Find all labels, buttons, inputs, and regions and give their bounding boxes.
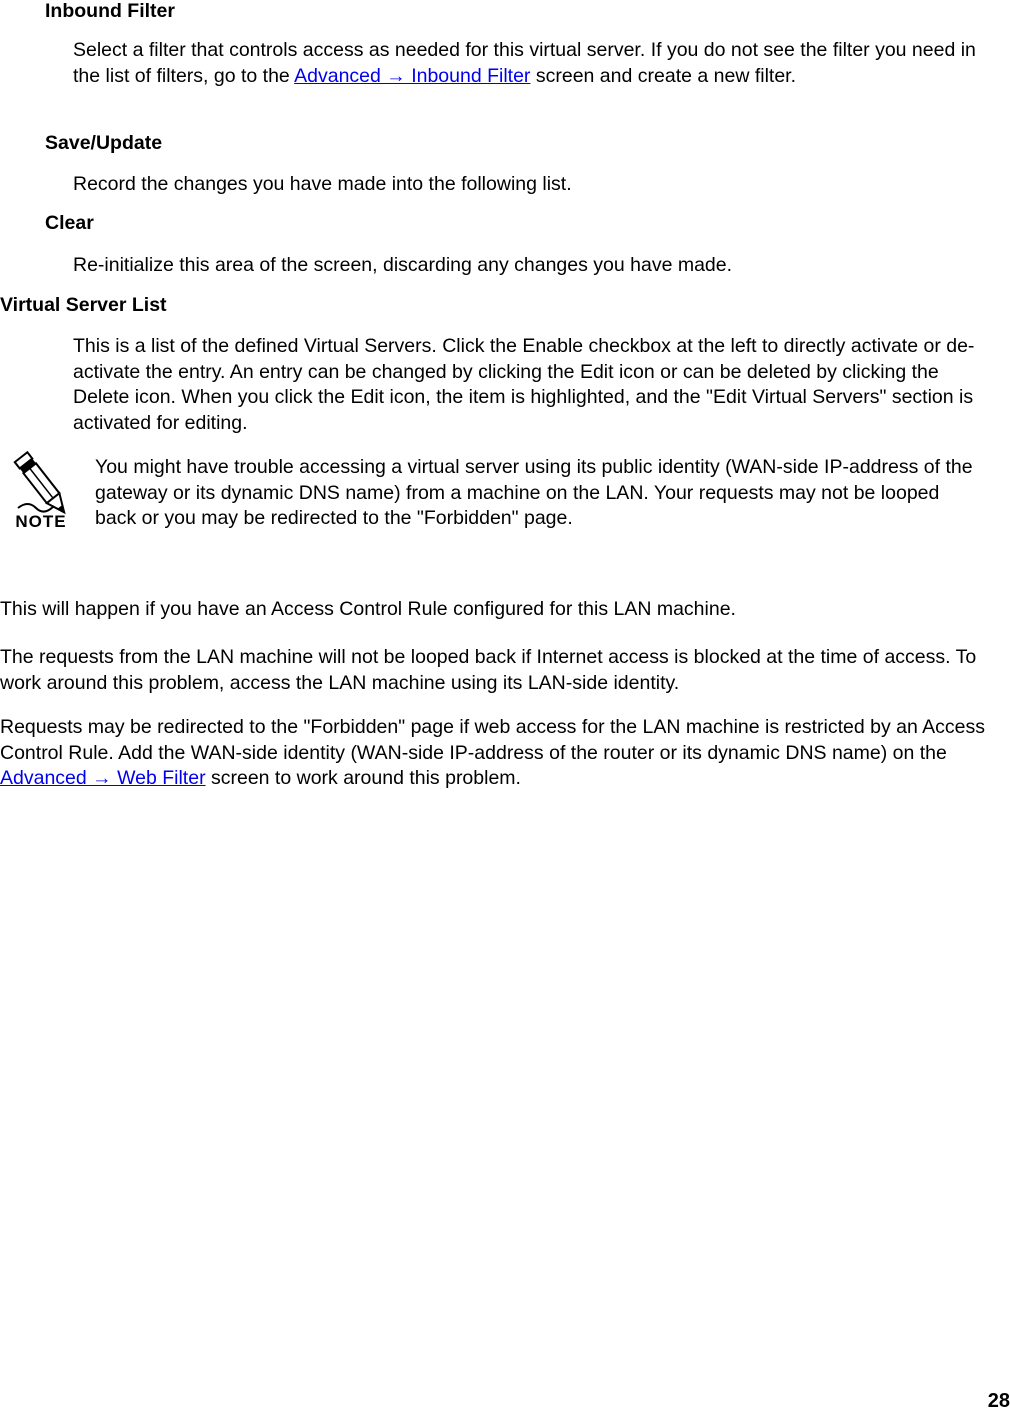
heading-inbound-filter: Inbound Filter [45, 0, 175, 22]
advanced-web-filter-link[interactable]: Advanced → Web Filter [0, 767, 206, 789]
inbound-filter-text-before: Select a filter that controls access as needed for this virtual server. If you do not see the filter you need in the list of filters, go to the [73, 39, 976, 87]
save-update-description: Record the changes you have made into the following list. [73, 173, 572, 195]
heading-virtual-server-list: Virtual Server List [0, 294, 167, 316]
inbound-filter-text-after: screen and create a new filter. [530, 64, 797, 87]
virtual-server-list-description: This is a list of the defined Virtual Servers. Click the Enable checkbox at the left to directly activate or de-activate the entry. An entry can be changed by clicking the Edit icon or can be deleted by clicking the Delete icon. When you click the Edit icon, the item is highlighted, and the "Edit Virtual Servers" section is activated for editing. [73, 335, 975, 434]
clear-description: Re-initialize this area of the screen, discarding any changes you have made. [73, 254, 733, 276]
note-icon [8, 448, 74, 534]
body-paragraph-3-before: Requests may be redirected to the "Forbidden" page if web access for the LAN machine is restricted by an Access Control Rule. Add the WAN-side identity (WAN-side IP-address of the router or its dynamic DNS name) on the [0, 716, 986, 764]
heading-save-update: Save/Update [45, 132, 163, 154]
body-paragraph-3 [0, 715, 1000, 792]
advanced-inbound-filter-link[interactable]: Advanced → Inbound Filter [294, 64, 531, 87]
note-text: You might have trouble accessing a virtual server using its public identity (WAN-side IP-address of the gateway or its dynamic DNS name) from a machine on the LAN. Your requests may not be looped back or you may be redirected to the "Forbidden" page. [95, 456, 973, 529]
body-paragraph-2: The requests from the LAN machine will not be looped back if Internet access is blocked at the time of access. To work around this problem, access the LAN machine using its LAN-side identity. [0, 646, 977, 694]
inbound-filter-description [73, 38, 998, 89]
heading-clear: Clear [45, 212, 94, 234]
note-label: NOTE [15, 512, 67, 531]
page-number: 28 [987, 1390, 1010, 1412]
body-paragraph-3-after: screen to work around this problem. [205, 767, 521, 789]
body-paragraph-1: This will happen if you have an Access Control Rule configured for this LAN machine. [0, 598, 736, 620]
